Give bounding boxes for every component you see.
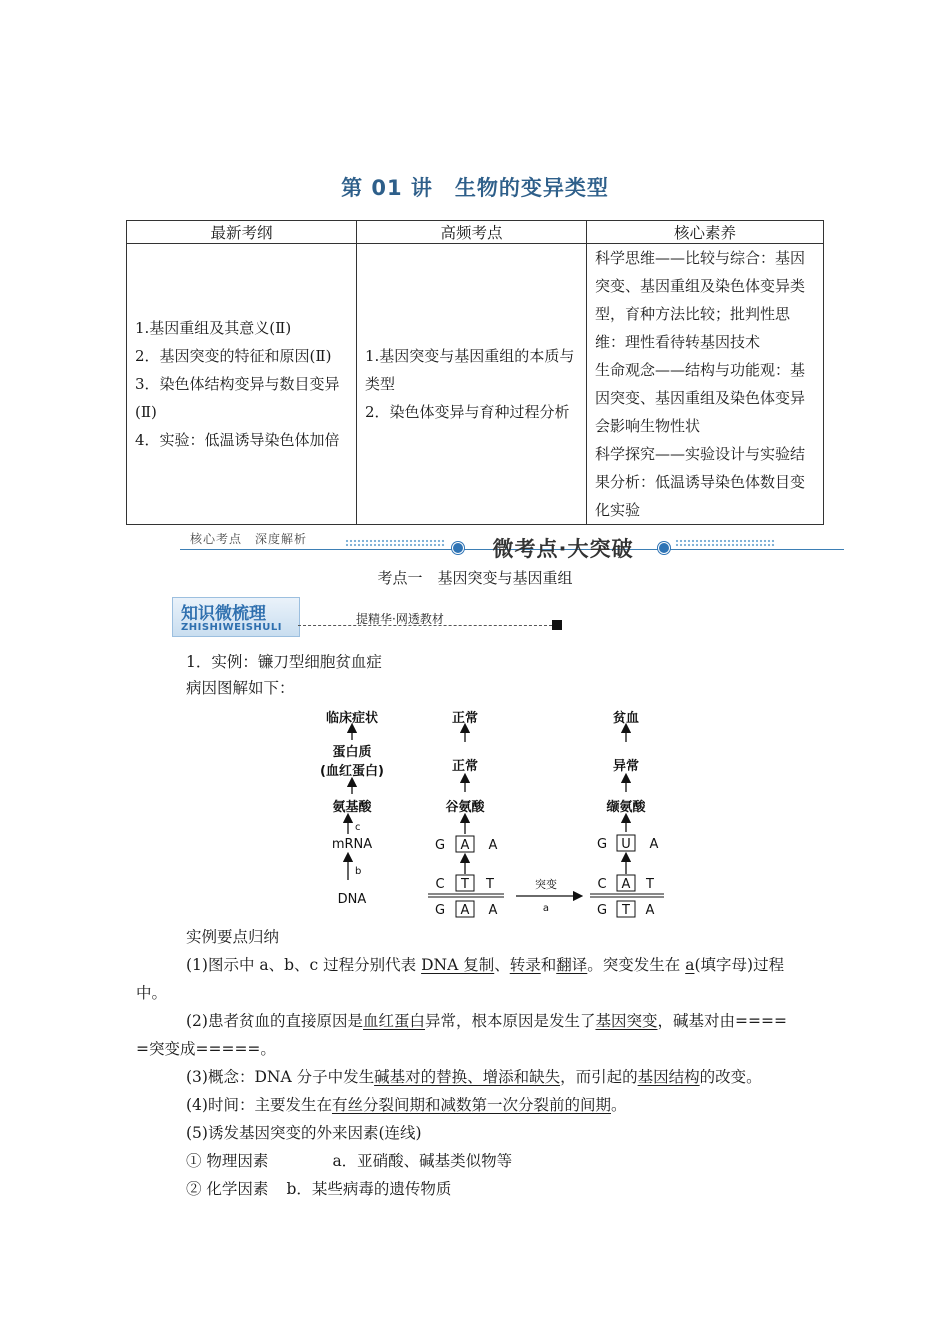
- point-text: ，而引起的: [560, 1068, 638, 1086]
- banner-left-text: 核心考点 深度解析: [190, 532, 308, 546]
- mutation-label: 突变: [535, 878, 557, 891]
- answer-blank: 翻译: [556, 956, 588, 974]
- outline-item: 1.基因重组及其意义(Ⅱ): [135, 319, 292, 337]
- normal-amino-acid: 谷氨酸: [445, 800, 485, 815]
- point-1-continued: 中。: [136, 984, 168, 1002]
- label-clinical-symptoms: 临床症状: [325, 711, 379, 726]
- knowledge-logo-text: 知识微梳理: [181, 604, 266, 624]
- arrow-label-b: b: [355, 866, 362, 877]
- bullet-icon: [452, 542, 464, 554]
- point-1: [186, 953, 784, 977]
- normal-mrna-base: A: [460, 838, 470, 853]
- knowledge-header: [172, 597, 562, 639]
- bullet-icon: [658, 542, 670, 554]
- outline-item: 2．基因突变的特征和原因(Ⅱ): [135, 347, 332, 365]
- factor-label: ① 物理因素: [186, 1152, 269, 1170]
- matching-row-1: [186, 1149, 512, 1173]
- normal-dna-top-base: C: [435, 877, 445, 892]
- knowledge-tagline: 提精华·网透教材: [356, 612, 444, 626]
- literacy-item: 科学探究——实验设计与实验结果分析：低温诱导染色体数目变化实验: [595, 445, 806, 519]
- normal-mrna-base: G: [434, 838, 446, 853]
- point-text: (4)时间：主要发生在: [186, 1096, 332, 1114]
- label-mrna: mRNA: [331, 837, 373, 852]
- summary-title: 实例要点归纳: [186, 928, 280, 946]
- mutant-amino-acid: 缬氨酸: [606, 800, 646, 815]
- point-text: 。突变发生在: [587, 956, 686, 974]
- page-title: 第 01 讲 生物的变异类型: [341, 176, 609, 200]
- point-text: (填字母)过程: [694, 956, 785, 974]
- answer-blank: 基因结构: [637, 1068, 700, 1086]
- point-text: (1)图示中 a、b、c 过程分别代表: [186, 956, 422, 974]
- point-item: 1.基因突变与基因重组的本质与类型: [365, 347, 575, 393]
- header-outline: 最新考纲: [127, 221, 357, 244]
- literacy-item: 科学思维——比较与综合：基因突变、基因重组及染色体变异类型，育种方法比较；批判性思维：理性看待转基因技术: [595, 249, 806, 351]
- label-hemoglobin: (血红蛋白): [320, 764, 384, 779]
- answer-blank: 基因突变: [595, 1012, 658, 1030]
- header-core-literacy: 核心素养: [587, 221, 824, 244]
- normal-dna-bottom-base: A: [488, 903, 498, 918]
- mutant-mrna-base: G: [596, 837, 608, 852]
- dots-decoration: [345, 539, 445, 547]
- normal-dna-bottom-base: A: [460, 903, 470, 918]
- normal-mrna-base: A: [488, 838, 498, 853]
- point-text: 和: [540, 956, 557, 974]
- point-item: 2．染色体变异与育种过程分析: [365, 403, 570, 421]
- knowledge-logo-pinyin: ZHISHIWEISHULI: [181, 622, 282, 633]
- normal-dna-bottom-base: G: [434, 903, 446, 918]
- normal-dna-top-base: T: [486, 877, 494, 892]
- answer-blank: DNA 复制: [421, 956, 495, 974]
- answer-blank: 血红蛋白: [362, 1012, 425, 1030]
- cell-outline: [127, 244, 357, 525]
- point-2-continued: =突变成=====。: [136, 1040, 276, 1058]
- point-3: [186, 1065, 762, 1089]
- label-amino-acid: 氨基酸: [332, 800, 372, 815]
- answer-blank: a: [685, 956, 695, 974]
- point-text: (3)概念：DNA 分子中发生: [186, 1068, 375, 1086]
- factor-label: ② 化学因素: [186, 1180, 269, 1198]
- matching-row-2: [186, 1177, 451, 1201]
- answer-blank: 有丝分裂间期和减数第一次分裂前的间期: [331, 1096, 611, 1114]
- example-caption: 病因图解如下：: [186, 679, 295, 697]
- mutant-protein: 异常: [612, 759, 640, 774]
- mutant-dna-top-base: C: [597, 877, 607, 892]
- square-icon: [552, 620, 562, 630]
- normal-dna-top-base: T: [461, 877, 469, 892]
- label-protein: 蛋白质: [332, 745, 372, 760]
- mutant-dna-bottom-base: G: [596, 903, 608, 918]
- point-text: 。: [610, 1096, 627, 1114]
- answer-blank: 转录: [509, 956, 541, 974]
- literacy-item: 生命观念——结构与功能观：基因突变、基因重组及染色体变异会影响生物性状: [595, 361, 806, 435]
- knowledge-logo: [172, 597, 300, 637]
- banner-title: 微考点·大突破: [492, 537, 634, 561]
- mutant-mrna-base: U: [621, 837, 631, 852]
- point-text: ，碱基对由====: [657, 1012, 787, 1030]
- sickle-cell-diagram: [300, 702, 680, 927]
- answer-blank: 碱基对的替换、增添和缺失: [374, 1068, 561, 1086]
- section-banner: [180, 528, 844, 572]
- normal-phenotype: 正常: [451, 711, 479, 726]
- mutant-dna-bottom-base: A: [645, 903, 655, 918]
- factor-option: a．亚硝酸、碱基类似物等: [332, 1152, 513, 1170]
- point-5: (5)诱发基因突变的外来因素(连线): [186, 1124, 422, 1142]
- point-text: 、: [494, 956, 510, 974]
- cell-frequent-points: [357, 244, 587, 525]
- outline-item: 3．染色体结构变异与数目变异(Ⅱ): [135, 375, 340, 421]
- point-4: [186, 1093, 627, 1117]
- section-title: 考点一 基因突变与基因重组: [377, 569, 573, 587]
- label-dna: DNA: [337, 892, 367, 907]
- factor-option: b．某些病毒的遗传物质: [286, 1180, 452, 1198]
- dots-decoration: [675, 539, 775, 547]
- normal-protein: 正常: [451, 759, 479, 774]
- header-frequent-points: 高频考点: [357, 221, 587, 244]
- arrow-label-c: c: [355, 822, 361, 833]
- mutant-dna-bottom-base: T: [622, 903, 630, 918]
- mutant-phenotype: 贫血: [612, 711, 640, 726]
- example-line: 1．实例：镰刀型细胞贫血症: [186, 653, 382, 671]
- point-text: 的改变。: [699, 1068, 762, 1086]
- mutant-dna-top-base: T: [646, 877, 654, 892]
- mutant-dna-top-base: A: [621, 877, 631, 892]
- mutant-mrna-base: A: [649, 837, 659, 852]
- mutation-process-letter: a: [542, 903, 550, 914]
- cell-core-literacy: [587, 244, 824, 525]
- outline-table: [126, 220, 824, 525]
- point-text: (2)患者贫血的直接原因是: [186, 1012, 363, 1030]
- outline-item: 4．实验：低温诱导染色体加倍: [135, 431, 340, 449]
- point-text: 异常，根本原因是发生了: [424, 1012, 596, 1030]
- point-2: [186, 1009, 787, 1033]
